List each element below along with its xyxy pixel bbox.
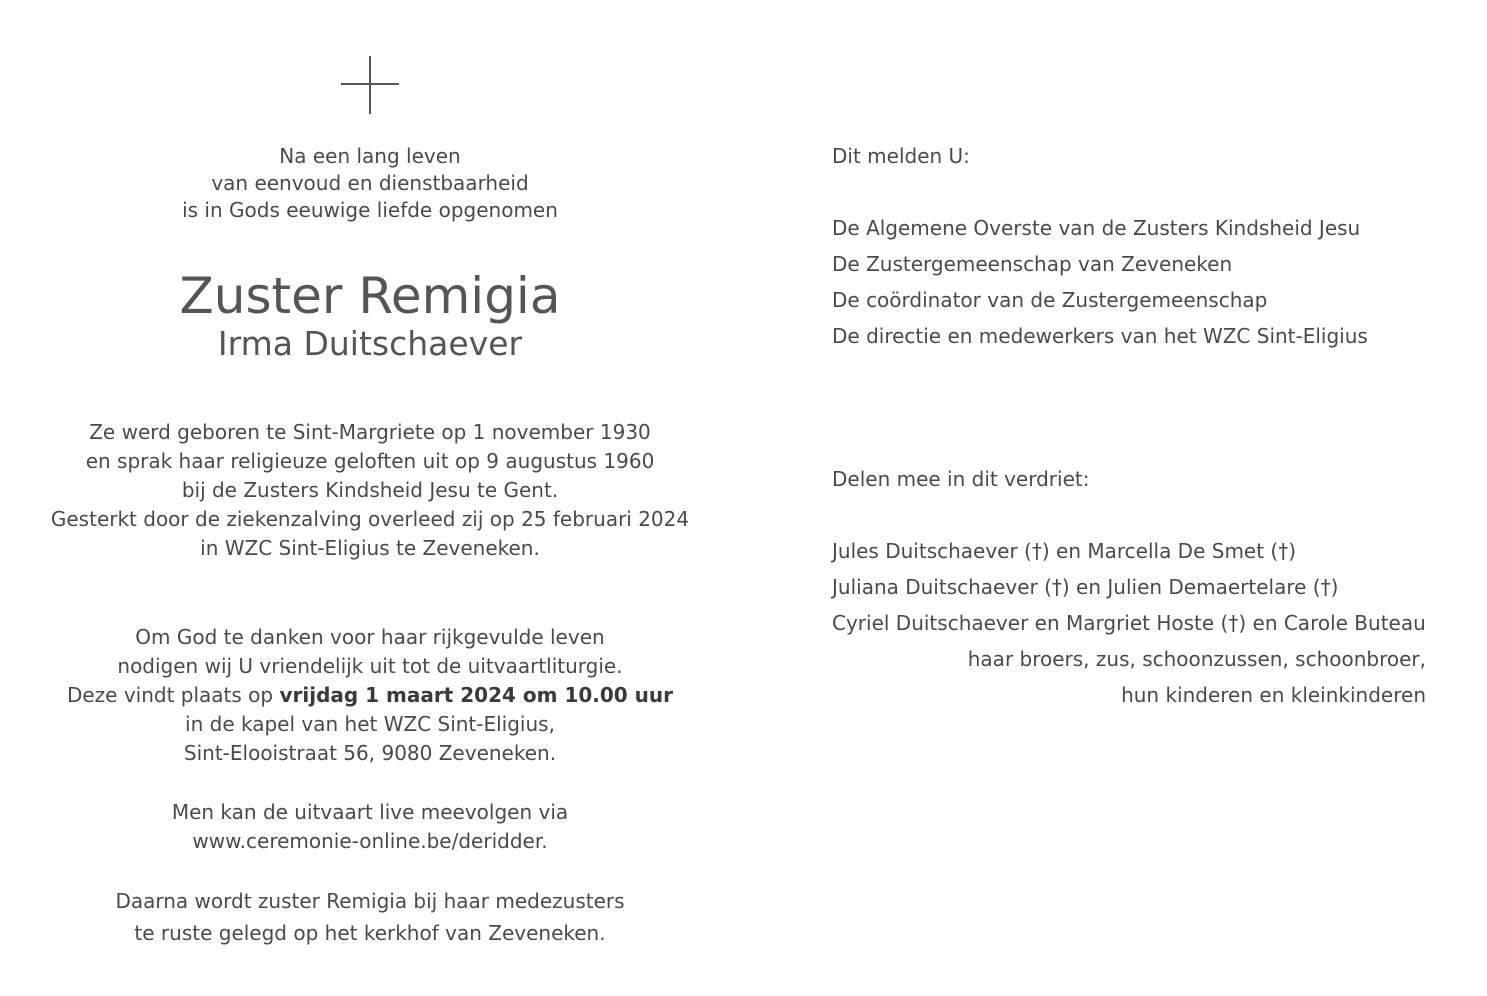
intro-line: van eenvoud en dienstbaarheid [211, 171, 529, 195]
service-line: nodigen wij U vriendelijk uit tot de uitvaartliturgie. [117, 654, 623, 678]
service-date: vrijdag 1 maart 2024 om 10.00 uur [279, 683, 674, 707]
bio-line: Gesterkt door de ziekenzalving overleed zij op 25 februari 2024 [50, 507, 690, 531]
livestream-line: Men kan de uitvaart live meevolgen via [171, 800, 569, 824]
burial-info [30, 885, 710, 949]
announce-item: De directie en medewerkers van het WZC Sint-Eligius [832, 324, 1368, 348]
announce-item: De coördinator van de Zustergemeenschap [832, 288, 1268, 312]
cross-icon [341, 56, 399, 114]
bio-line: in WZC Sint-Eligius te Zeveneken. [200, 536, 540, 560]
share-heading: Delen mee in dit verdriet: [832, 467, 1090, 491]
deceased-civil-name: Irma Duitschaever [217, 324, 523, 363]
family-item: Jules Duitschaever (†) en Marcella De Smet (†) [832, 539, 1297, 563]
announce-list [832, 210, 1426, 354]
livestream-info [30, 798, 710, 856]
intro-line: is in Gods eeuwige liefde opgenomen [182, 198, 558, 222]
announce-item: De Zustergemeenschap van Zeveneken [832, 252, 1233, 276]
family-list [832, 533, 1426, 713]
intro-text [30, 143, 710, 224]
deceased-title-name: Zuster Remigia [179, 267, 561, 325]
service-date-line [30, 681, 710, 710]
service-date-prefix: Deze vindt plaats op [66, 683, 280, 707]
bio-line: Ze werd geboren te Sint-Margriete op 1 november 1930 [89, 420, 651, 444]
family-item: Cyriel Duitschaever en Margriet Hoste (†) en Carole Buteau [832, 611, 1426, 635]
family-summary: hun kinderen en kleinkinderen [1121, 683, 1426, 707]
service-line: in de kapel van het WZC Sint-Eligius, [185, 712, 555, 736]
bio-line: en sprak haar religieuze geloften uit op 9 augustus 1960 [85, 449, 655, 473]
family-summary: haar broers, zus, schoonzussen, schoonbroer, [967, 647, 1426, 671]
cross-horizontal-bar [341, 83, 399, 85]
family-item: Juliana Duitschaever (†) en Julien Demaertelare (†) [832, 575, 1339, 599]
cross-vertical-bar [369, 56, 371, 114]
burial-line: te ruste gelegd op het kerkhof van Zeveneken. [134, 921, 606, 945]
service-address: Sint-Elooistraat 56, 9080 Zeveneken. [183, 741, 557, 765]
livestream-url: www.ceremonie-online.be/deridder. [192, 829, 548, 853]
bio-line: bij de Zusters Kindsheid Jesu te Gent. [181, 478, 559, 502]
biography [30, 418, 710, 563]
announce-item: De Algemene Overste van de Zusters Kindsheid Jesu [832, 216, 1361, 240]
intro-line: Na een lang leven [279, 144, 461, 168]
service-line: Om God te danken voor haar rijkgevulde leven [135, 625, 605, 649]
funeral-service-info [30, 623, 710, 768]
announce-heading: Dit melden U: [832, 144, 970, 168]
burial-line: Daarna wordt zuster Remigia bij haar medezusters [115, 889, 625, 913]
